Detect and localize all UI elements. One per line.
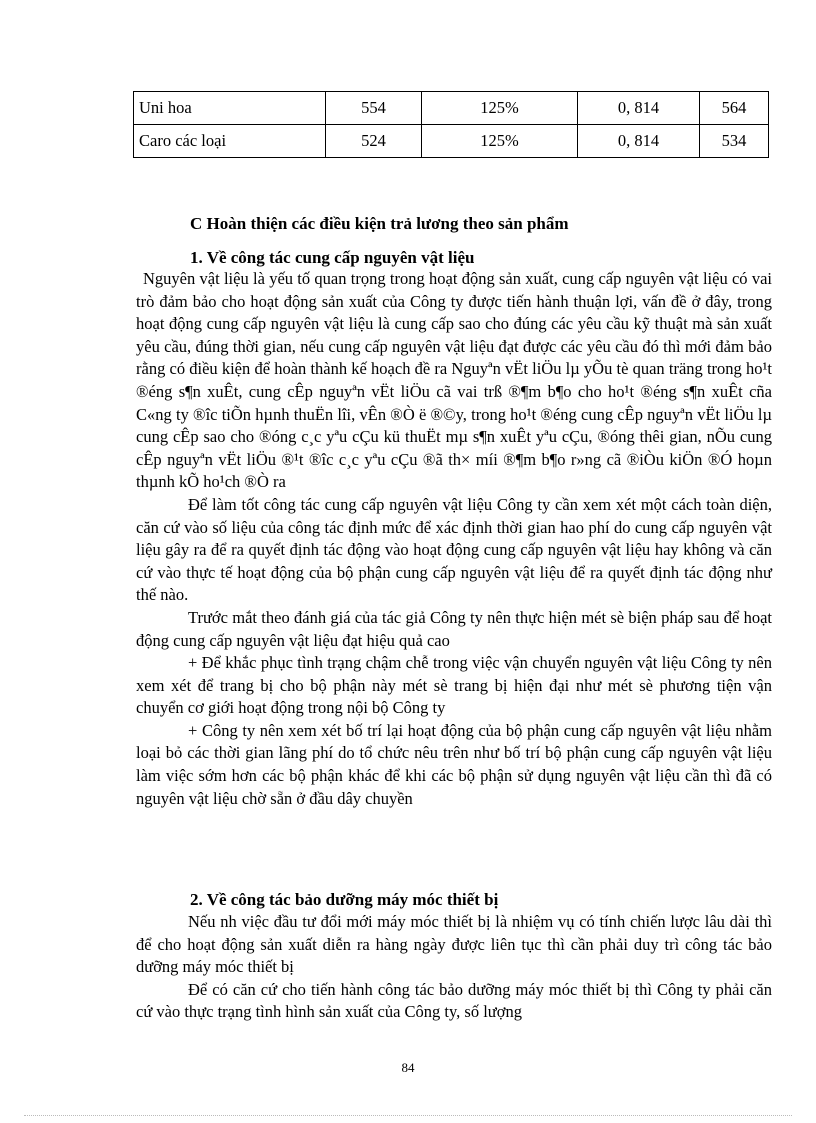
table-cell: 524 — [326, 125, 422, 158]
section-2-body — [136, 911, 772, 1024]
paragraph: Để làm tốt công tác cung cấp nguyên vật liệu Công ty cần xem xét một cách toàn diện, căn cứ vào số liệu của công tác định mức để xác định thời gian hao phí do cung cấp nguyên vật liệu gây ra để ra quyết định tác động vào hoạt động cung cấp nguyên vật liệu hay không và căn cứ vào thực tế hoạt động của bộ phận cung cấp nguyên vật liệu để ra quyết định tác động như thế nào. — [136, 494, 772, 605]
paragraph: + Công ty nên xem xét bố trí lại hoạt động của bộ phận cung cấp nguyên vật liệu nhằm loại bỏ các thời gian lãng phí do tổ chức nêu trên như bố trí bộ phận cung cấp nguyên vật liệu làm việc sớm hơn các bộ phận khác để khi các bộ phận sử dụng nguyên vật liệu cần thì đã có nguyên vật liệu chờ sẵn ở đầu dây chuyền — [136, 720, 772, 808]
paragraph: Trước mắt theo đánh giá của tác giả Công ty nên thực hiện mét sè biện pháp sau để hoạt động cung cấp nguyên vật liệu đạt hiệu quả cao — [136, 607, 772, 650]
page-number: 84 — [401, 1060, 415, 1075]
subsection-title-1: 1. Về công tác cung cấp nguyên vật liệu — [190, 248, 475, 267]
table-cell: 554 — [326, 92, 422, 125]
section-title: C Hoàn thiện các điều kiện trả lương theo sản phẩm — [190, 214, 569, 233]
paragraph: Nguyên vật liệu là yếu tố quan trọng trong hoạt động sản xuất, cung cấp nguyên vật liệu có vai trò đảm bảo cho hoạt động sản xuất của Công ty được tiến hành thuận lợi, vấn đề ở đây, trong hoạt động cung cấp nguyên vật liệu là cung cấp sao cho đúng các yêu cầu kỹ thuật mà sản xuất yêu cầu, đúng thời gian, nếu cung cấp nguyên vật liệu đạt được các yêu cầu đó thì mới đảm bảo rằng có điều kiện để hoàn thành kế hoạch đề ra Nguyªn vËt liÖu lµ yÕu tè quan träng trong ho¹t ®éng s¶n xuÊt, cung cÊp nguyªn vËt liÖu cã vai trß ®¶m b¶o cho ho¹t ®éng s¶n xuÊt cña C«ng ty ®îc tiÕn hµnh thuËn lîi, vÊn ®Ò ë ®©y, trong ho¹t ®éng cung cÊp nguyªn vËt liÖu lµ cung cÊp sao cho ®óng c¸c yªu cÇu kü thuËt mµ s¶n xuÊt yªu cÇu, ®óng thêi gian, nÕu cung cÊp nguyªn vËt liÖu ®¹t ®îc c¸c yªu cÇu ®ã th× míi ®¶m b¶o r»ng cã ®iÒu kiÖn ®Ó hoµn thµnh kÕ ho¹ch ®Ò ra — [136, 269, 772, 492]
norm-table — [133, 91, 769, 158]
table-row — [134, 92, 769, 125]
paragraph: + Để khắc phục tình trạng chậm chễ trong việc vận chuyển nguyên vật liệu Công ty nên xem xét để trang bị cho bộ phận này mét sè trang bị hiện đại như mét sè phương tiện vận chuyển cơ giới hoạt động trong nội bộ Công ty — [136, 653, 772, 718]
table-cell: Caro các loại — [134, 125, 326, 158]
table-cell: Uni hoa — [134, 92, 326, 125]
table-cell: 534 — [700, 125, 769, 158]
table-cell: 125% — [422, 92, 578, 125]
footer-divider — [24, 1115, 792, 1116]
subsection-title-2: 2. Về công tác bảo dưỡng máy móc thiết bị — [190, 890, 499, 909]
table-cell: 0, 814 — [578, 125, 700, 158]
table-cell: 125% — [422, 125, 578, 158]
paragraph: Nếu nh việc đầu tư đổi mới máy móc thiết bị là nhiệm vụ có tính chiến lược lâu dài thì để cho hoạt động sản xuất diễn ra hàng ngày được liên tục thì cần phải duy trì công tác bảo dưỡng máy móc thiết bị — [136, 912, 772, 977]
section-1-body — [136, 268, 772, 810]
table-row — [134, 125, 769, 158]
table-cell: 0, 814 — [578, 92, 700, 125]
table-cell: 564 — [700, 92, 769, 125]
paragraph: Để có căn cứ cho tiến hành công tác bảo dưỡng máy móc thiết bị thì Công ty phải căn cứ vào thực trạng tình hình sản xuất của Công ty, số lượng — [136, 979, 772, 1022]
